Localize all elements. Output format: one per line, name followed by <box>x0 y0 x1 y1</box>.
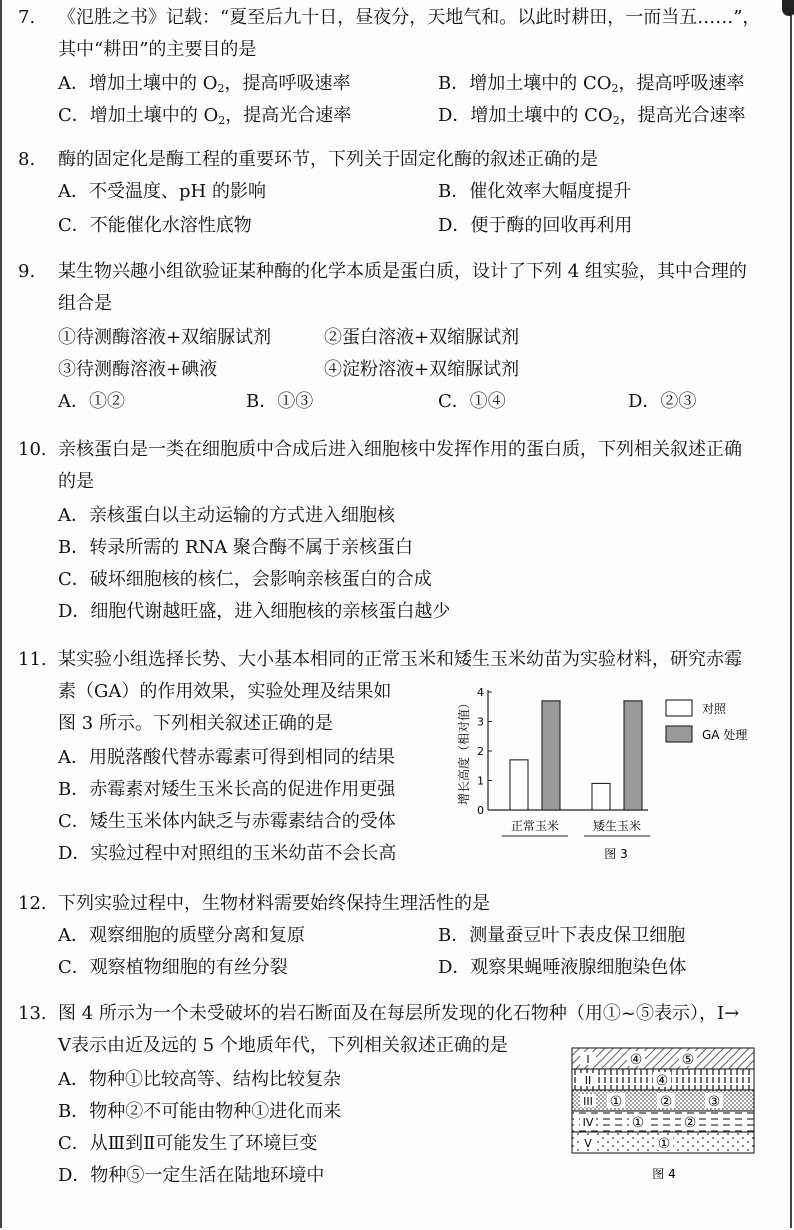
fossil-marker: ⑤ <box>681 1052 695 1068</box>
stem-line: 的是 <box>58 471 94 492</box>
figure-4-rock-section <box>566 1044 762 1184</box>
y-tick-label: 0 <box>477 804 484 817</box>
question-stem <box>58 256 774 320</box>
figure-3-bar-chart <box>450 680 770 870</box>
question-stem: 酶的固定化是酶工程的重要环节，下列关于固定化酶的叙述正确的是 <box>58 149 598 170</box>
option-d[interactable]: D．物种⑤一定生活在陆地环境中 <box>58 1165 325 1186</box>
question-stem <box>58 434 774 498</box>
question-number: 12. <box>18 893 47 914</box>
fossil-marker: ① <box>631 1115 645 1131</box>
option-d[interactable]: D．增加土壤中的 $CO_2$，提高光合速率 <box>438 105 746 127</box>
option-c[interactable]: C．①④ <box>438 391 506 412</box>
option-b[interactable]: B．增加土壤中的 $CO_2$，提高呼吸速率 <box>438 73 745 95</box>
option-d[interactable]: D．细胞代谢越旺盛，进入细胞核的亲核蛋白越少 <box>58 601 451 622</box>
bar-control-2 <box>592 783 610 810</box>
option-c[interactable]: C．增加土壤中的 $O_2$，提高光合速率 <box>58 105 352 127</box>
option-b[interactable]: B．①③ <box>246 391 314 412</box>
question-12 <box>18 888 774 978</box>
question-stem: 下列实验过程中，生物材料需要始终保持生理活性的是 <box>58 893 490 914</box>
stem-line: V表示由近及远的 5 个地质年代，下列相关叙述正确的是 <box>58 1035 508 1056</box>
option-c[interactable]: C．从Ⅲ到Ⅱ可能发生了环境巨变 <box>58 1133 318 1154</box>
x-tick-label: 正常玉米 <box>510 819 560 833</box>
question-7 <box>18 2 774 127</box>
legend-label: 对照 <box>702 702 727 716</box>
bar-ga-2 <box>624 701 642 810</box>
question-number: 13. <box>18 1003 47 1024</box>
stem-line: 图 3 所示。下列相关叙述正确的是 <box>58 713 333 734</box>
legend-swatch <box>666 726 692 742</box>
fossil-marker: ① <box>657 1136 671 1152</box>
option-c[interactable]: C．观察植物细胞的有丝分裂 <box>58 957 288 978</box>
legend-label: GA 处理 <box>702 728 748 742</box>
option-a[interactable]: A．物种①比较高等、结构比较复杂 <box>58 1069 341 1090</box>
y-tick-label: 1 <box>477 774 484 788</box>
fossil-marker: ③ <box>707 1094 721 1110</box>
question-number: 10. <box>18 439 47 460</box>
experiment-group-3: ③待测酶溶液+碘液 <box>58 359 218 380</box>
layer-label: II <box>584 1074 592 1087</box>
option-b[interactable]: B．催化效率大幅度提升 <box>438 181 632 202</box>
stem-line: 素（GA）的作用效果，实验处理及结果如 <box>58 681 392 702</box>
option-b[interactable]: B．赤霉素对矮生玉米长高的促进作用更强 <box>58 779 396 800</box>
question-10 <box>18 434 774 622</box>
question-number: 8. <box>18 149 36 170</box>
option-a[interactable]: A．亲核蛋白以主动运输的方式进入细胞核 <box>58 505 395 526</box>
stem-line: 图 4 所示为一个未受破坏的岩石断面及在每层所发现的化石物种（用①~⑤表示），I→ <box>58 1003 740 1024</box>
option-a[interactable]: A．用脱落酸代替赤霉素可得到相同的结果 <box>58 747 395 768</box>
option-c[interactable]: C．破坏细胞核的核仁，会影响亲核蛋白的合成 <box>58 569 432 590</box>
stem-line: 其中“耕田”的主要目的是 <box>58 39 257 60</box>
option-c[interactable]: C．不能催化水溶性底物 <box>58 215 252 236</box>
question-number: 9. <box>18 261 36 282</box>
option-a[interactable]: A．不受温度、pH 的影响 <box>58 181 266 202</box>
fossil-marker: ② <box>683 1115 697 1131</box>
option-a[interactable]: A．观察细胞的质壁分离和复原 <box>58 925 305 946</box>
stem-line: 亲核蛋白是一类在细胞质中合成后进入细胞核中发挥作用的蛋白质，下列相关叙述正确 <box>58 439 742 460</box>
option-d[interactable]: D．便于酶的回收再利用 <box>438 215 633 236</box>
experiment-group-2: ②蛋白溶液+双缩脲试剂 <box>324 327 520 348</box>
bar-ga-1 <box>542 701 560 810</box>
option-b[interactable]: B．物种②不可能由物种①进化而来 <box>58 1101 342 1122</box>
experiment-group-1: ①待测酶溶液+双缩脲试剂 <box>58 327 272 348</box>
stem-line: 某实验小组选择长势、大小基本相同的正常玉米和矮生玉米幼苗为实验材料，研究赤霉 <box>58 649 742 670</box>
bar-control-1 <box>510 760 528 810</box>
question-8 <box>18 144 774 236</box>
layer-label: V <box>584 1137 592 1150</box>
legend-swatch <box>666 700 692 716</box>
fossil-marker: ② <box>659 1094 673 1110</box>
stem-line: 组合是 <box>58 293 112 314</box>
fossil-marker: ④ <box>629 1052 643 1068</box>
option-b[interactable]: B．转录所需的 RNA 聚合酶不属于亲核蛋白 <box>58 537 413 558</box>
experiment-group-4: ④淀粉溶液+双缩脲试剂 <box>324 359 520 380</box>
y-tick-label: 2 <box>477 745 484 758</box>
option-d[interactable]: D．实验过程中对照组的玉米幼苗不会长高 <box>58 843 397 864</box>
question-number: 7. <box>18 7 36 28</box>
question-number: 11. <box>18 649 47 670</box>
y-tick-label: 3 <box>477 715 484 729</box>
y-axis-label: 增长高度（相对值） <box>457 696 471 806</box>
stem-line: 《氾胜之书》记载：“夏至后九十日，昼夜分，天地气和。以此时耕田，一而当五……”， <box>58 7 761 28</box>
stem-line: 某生物兴趣小组欲验证某种酶的化学本质是蛋白质，设计了下列 4 组实验，其中合理的 <box>58 261 747 282</box>
option-a[interactable]: A．增加土壤中的 $O_2$，提高呼吸速率 <box>58 73 351 95</box>
y-tick-label: 4 <box>477 686 484 699</box>
fossil-marker: ① <box>609 1094 623 1110</box>
option-d[interactable]: D．②③ <box>628 391 697 412</box>
question-9 <box>18 256 774 412</box>
rock-layer-4 <box>572 1111 754 1132</box>
corner-mark <box>782 0 794 16</box>
x-tick-label: 矮生玉米 <box>592 819 642 833</box>
question-stem <box>58 2 774 66</box>
option-c[interactable]: C．矮生玉米体内缺乏与赤霉素结合的受体 <box>58 811 396 832</box>
layer-label: III <box>583 1095 593 1108</box>
layer-label: I <box>586 1053 590 1066</box>
rock-layer-1 <box>572 1048 754 1069</box>
layer-label: IV <box>582 1116 594 1129</box>
figure-caption: 图 4 <box>652 1167 676 1181</box>
option-d[interactable]: D．观察果蝇唾液腺细胞染色体 <box>438 957 687 978</box>
fossil-marker: ④ <box>655 1073 669 1089</box>
option-a[interactable]: A．①② <box>58 391 125 412</box>
figure-caption: 图 3 <box>604 847 628 861</box>
option-b[interactable]: B．测量蚕豆叶下表皮保卫细胞 <box>438 925 686 946</box>
